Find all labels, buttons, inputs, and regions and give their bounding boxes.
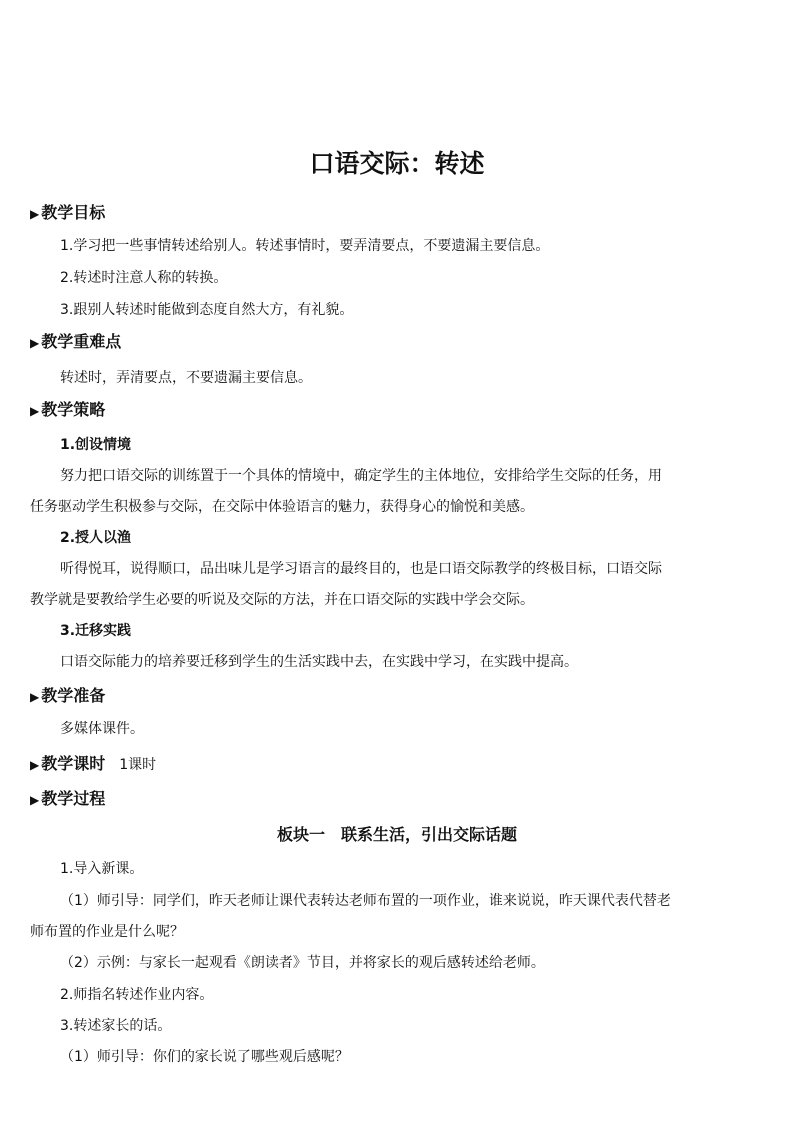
process-line: （2）示例：与家长一起观看《朗读者》节目，并将家长的观后感转述给老师。 bbox=[60, 955, 545, 971]
strategy-paragraph-line: 听得悦耳，说得顺口，品出味儿是学习语言的最终目的，也是口语交际教学的终极目标，口语交际 bbox=[60, 561, 662, 577]
goal-item: 2.转述时注意人称的转换。 bbox=[60, 270, 228, 286]
strategy-paragraph-line: 教学就是要教给学生必要的听说及交际的方法，并在口语交际的实践中学会交际。 bbox=[30, 592, 534, 608]
section-heading-period: ▶ 教学课时 1课时 bbox=[30, 754, 157, 773]
process-line: 师布置的作业是什么呢？ bbox=[30, 924, 184, 940]
goal-item: 3.跟别人转述时能做到态度自然大方，有礼貌。 bbox=[60, 302, 354, 318]
section-heading-goals: ▶ 教学目标 bbox=[30, 203, 106, 222]
strategy-paragraph-line: 努力把口语交际的训练置于一个具体的情境中，确定学生的主体地位，安排给学生交际的任务，用 bbox=[60, 468, 662, 484]
section-heading-strategy: ▶ 教学策略 bbox=[30, 400, 106, 419]
triangle-bullet-icon: ▶ bbox=[30, 793, 40, 807]
strategy-paragraph-line: 任务驱动学生积极参与交际，在交际中体验语言的魅力，获得身心的愉悦和美感。 bbox=[30, 499, 534, 515]
process-line: 1.导入新课。 bbox=[60, 861, 144, 877]
page-title: 口语交际：转述 bbox=[309, 149, 485, 178]
triangle-bullet-icon: ▶ bbox=[30, 336, 40, 350]
section-heading-key-points: ▶ 教学重难点 bbox=[30, 332, 122, 351]
section-heading-process: ▶ 教学过程 bbox=[30, 789, 106, 808]
triangle-bullet-icon: ▶ bbox=[30, 404, 40, 418]
strategy-subtitle: 2.授人以渔 bbox=[60, 530, 132, 546]
block-title: 板块一 联系生活，引出交际话题 bbox=[276, 825, 517, 844]
triangle-bullet-icon: ▶ bbox=[30, 690, 40, 704]
triangle-bullet-icon: ▶ bbox=[30, 207, 40, 221]
process-line: 2.师指名转述作业内容。 bbox=[60, 987, 214, 1003]
goal-item: 1.学习把一些事情转述给别人。转述事情时，要弄清要点，不要遗漏主要信息。 bbox=[60, 238, 550, 254]
triangle-bullet-icon: ▶ bbox=[30, 758, 40, 772]
process-line: 3.转述家长的话。 bbox=[60, 1018, 172, 1034]
process-line: （1）师引导：同学们，昨天老师让课代表转达老师布置的一项作业，谁来说说，昨天课代表代替老 bbox=[60, 893, 671, 909]
section-heading-preparation: ▶ 教学准备 bbox=[30, 686, 106, 705]
strategy-subtitle: 3.迁移实践 bbox=[60, 623, 132, 639]
process-line: （1）师引导：你们的家长说了哪些观后感呢？ bbox=[60, 1049, 349, 1065]
preparation-text: 多媒体课件。 bbox=[60, 721, 144, 737]
strategy-subtitle: 1.创设情境 bbox=[60, 437, 132, 453]
key-points-text: 转述时，弄清要点，不要遗漏主要信息。 bbox=[60, 370, 312, 386]
period-value: 1课时 bbox=[119, 757, 157, 773]
strategy-paragraph-line: 口语交际能力的培养要迁移到学生的生活实践中去，在实践中学习，在实践中提高。 bbox=[60, 654, 578, 670]
